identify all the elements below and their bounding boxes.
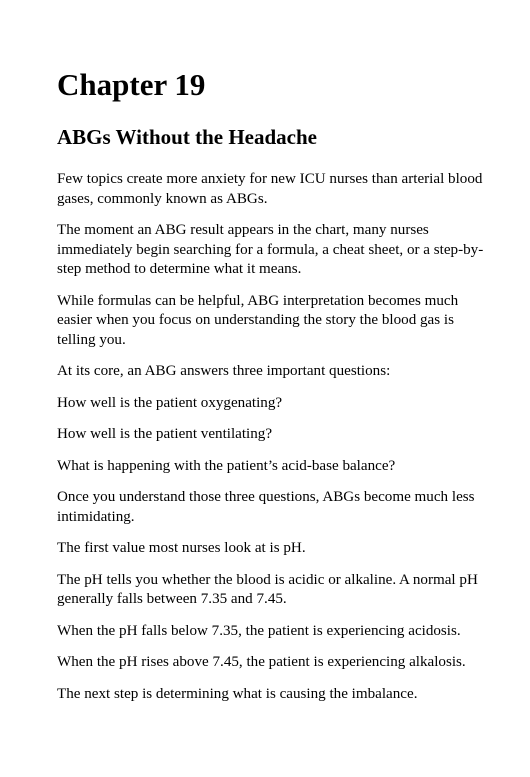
- paragraph: The next step is determining what is causing the imbalance.: [57, 685, 418, 702]
- section-title: ABGs Without the Headache: [57, 125, 317, 149]
- paragraph: While formulas can be helpful, ABG interpretation becomes much easier when you focus on understanding the story the blood gas is telling you.: [57, 292, 459, 348]
- paragraph: Once you understand those three questions, ABGs become much less intimidating.: [57, 489, 475, 525]
- paragraph: At its core, an ABG answers three important questions:: [57, 363, 391, 379]
- paragraph: The pH tells you whether the blood is acidic or alkaline. A normal pH generally falls between 7.35 and 7.45.: [57, 571, 478, 607]
- paragraph: The first value most nurses look at is pH.: [57, 540, 306, 556]
- paragraph: The moment an ABG result appears in the chart, many nurses immediately begin searching for a formula, a cheat sheet, or a step-by-step method to determine what it means.: [57, 222, 484, 277]
- paragraph: Few topics create more anxiety for new ICU nurses than arterial blood gases, commonly known as ABGs.: [57, 171, 483, 207]
- chapter-title: Chapter 19: [57, 67, 206, 102]
- body-text: [57, 170, 492, 716]
- paragraph: When the pH rises above 7.45, the patient is experiencing alkalosis.: [57, 654, 466, 670]
- question-oxygenation: How well is the patient oxygenating?: [57, 394, 283, 411]
- question-ventilation: How well is the patient ventilating?: [57, 426, 273, 442]
- paragraph: When the pH falls below 7.35, the patient is experiencing acidosis.: [57, 622, 461, 639]
- question-acid-base: What is happening with the patient’s acid-base balance?: [57, 457, 396, 474]
